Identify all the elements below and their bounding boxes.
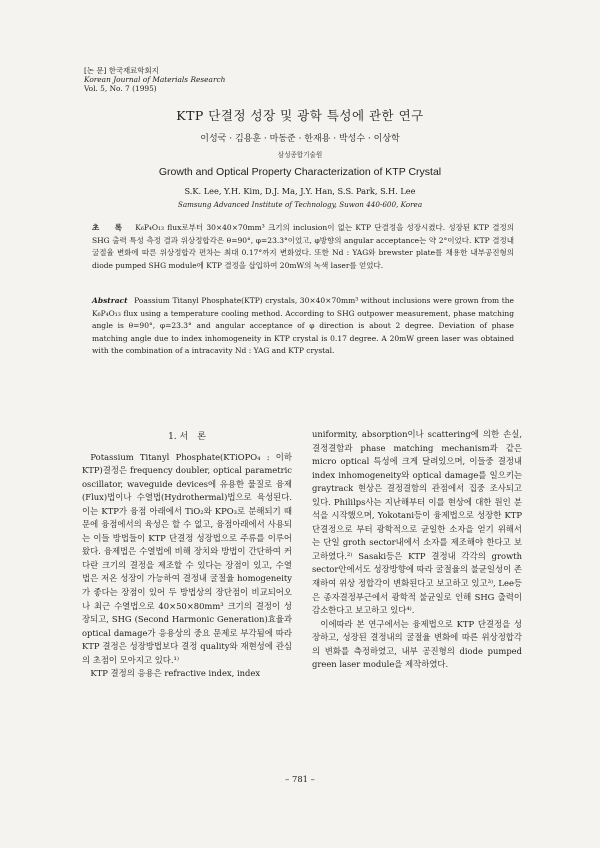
abstract-english-label: Abstract <box>92 296 128 305</box>
paragraph: uniformity, absorption이나 scattering에 의한 손실, 결정결함과 phase matching mechanism과 같은 micro optical 특성에 크게 달려있으며, 이들중 결정내 index inhomogeneity와 optical damage를 일으키는 graytrack 현상은 결정결함의 관점에서 집중 조사되고 있다. Phililps사는 지난해부터 이를 현상에 대한 원인 분석을 시작했으며, Yokotani등이 융제법으로 성장한 KTP단결정으로 부터 광학적으로 균일한 소자을 얻기 위해서는 단일 groth sector내에서 소자를 제조해야 한다고 보고하였다.²⁾ Sasaki등은 KTP 결정내 각각의 growth sector안에서도 성장방향에 따라 굴절율의 불균일성이 존재하여 위상 정합각이 변화된다고 보고하고 있고³⁾, Lee등은 종자결정부근에서 광학적 불균일로 인해 SHG 출력이 감소한다고 보고하고 있다⁴⁾. <box>312 429 522 616</box>
affiliation-korean: 삼성종합기술원 <box>277 151 323 159</box>
title-english: Growth and Optical Property Characterization of KTP Crystal <box>158 166 442 178</box>
section-heading-introduction: 1. 서 론 <box>168 432 206 442</box>
journal-line-2: Korean Journal of Materials Research <box>84 75 226 84</box>
body-column-left <box>82 431 292 681</box>
authors-english: S.K. Lee, Y.H. Kim, D.J. Ma, J.Y. Han, S.S. Park, S.H. Lee <box>184 186 416 196</box>
body-column-right <box>312 428 522 672</box>
paragraph: KTP 결정의 응용은 refractive index, index <box>90 668 261 679</box>
title-korean: KTP 단결정 성장 및 광학 특성에 관한 연구 <box>176 108 424 123</box>
paragraph: 이에따라 본 연구에서는 융제법으로 KTP 단결정을 성장하고, 성장된 결정내의 굴절율 변화에 따른 위상정합각의 변화를 측정하였고, 내부 공진형의 diode pumped green laser module을 제작하였다. <box>312 618 522 670</box>
abstract-korean <box>92 222 514 272</box>
journal-line-3: Vol. 5, No. 7 (1995) <box>84 84 157 93</box>
paragraph: Potassium Titanyl Phosphate(KTiOPO₄ : 이하 KTP)결정은 frequency doubler, optical parametric oscillator, waveguide devices에 유용한 물질로 융제(Flux)법이나 수열법(Hydrothermal)법으로 육성된다. 이는 KTP가 융점 아래에서 TiO₂와 KPO₃로 분해되기 때문에 융점에서의 육성은 할 수 없고, 융점아래에서 사용되는 이들 방법들이 KTP 단결정 성장법으로 주류를 이루어 왔다. 융제법은 수열법에 비해 장치와 방법이 간단하여 커다란 크기의 결정을 제조할 수 있다는 장점이 있고, 수열법은 저온 성장이 가능하여 결정내 굴절율 homogeneity가 좋다는 장점이 있어 두 방법상의 장단점이 비교되어오나 최근 수열법으로 40×50×80mm³ 크기의 결정이 성장되고, SHG (Second Harmonic Generation)효율과 optical damage가 응용상의 중요 문제로 부각됨에 따라 KTP 결정은 성장방법보다 결정 quality와 재현성에 관심의 초점이 모아지고 있다.¹⁾ <box>82 451 292 665</box>
abstract-english-text: Poassium Titanyl Phosphate(KTP) crystals, 30×40×70mm³ without inclusions were grown from the K₆P₄O₁₃ flux using a temperature cooling method. According to SHG outpower measurement, phase matching angle is θ=90°, φ=23.3° and angular acceptance of φ direction is about 2 degree. Deviation of phase matching angle due to index inhomogeneity in KTP crystal is 0.17 degree. A 20mW green laser was obtained with the combination of a intracavity Nd : YAG and KTP crystal. <box>92 296 514 355</box>
affiliation-english: Samsung Advanced Institute of Technology, Suwon 440-600, Korea <box>177 200 423 209</box>
page-number: – 781 – <box>285 774 315 784</box>
abstract-korean-label: 초 록 <box>92 223 128 232</box>
journal-header <box>84 66 225 93</box>
abstract-english <box>92 295 514 358</box>
abstract-korean-text: K₆P₄O₁₃ flux로부터 30×40×70mm³ 크기의 inclusion이 없는 KTP 단결정을 성장시켰다. 성장된 KTP 결정의 SHG 출력 특성 측정 결과 위상정합각은 θ=90°, φ=23.3°이었고, φ방향의 angular acceptance는 약 2°이었다. KTP 결정내 굴절율 변화에 따른 위상정합각 편차는 최대 0.17°까지 변화였다. 또한 Nd : YAG와 brewster plate를 채용한 내부공진형의 diode pumped SHG module에 KTP 결정을 삽입하여 20mW의 녹색 laser를 얻었다. <box>92 223 515 270</box>
authors-korean: 이성국 · 김용훈 · 마동준 · 한재용 · 박성수 · 이상학 <box>200 134 400 144</box>
journal-line-1: [논 문] 한국재료학회지 <box>84 66 159 75</box>
